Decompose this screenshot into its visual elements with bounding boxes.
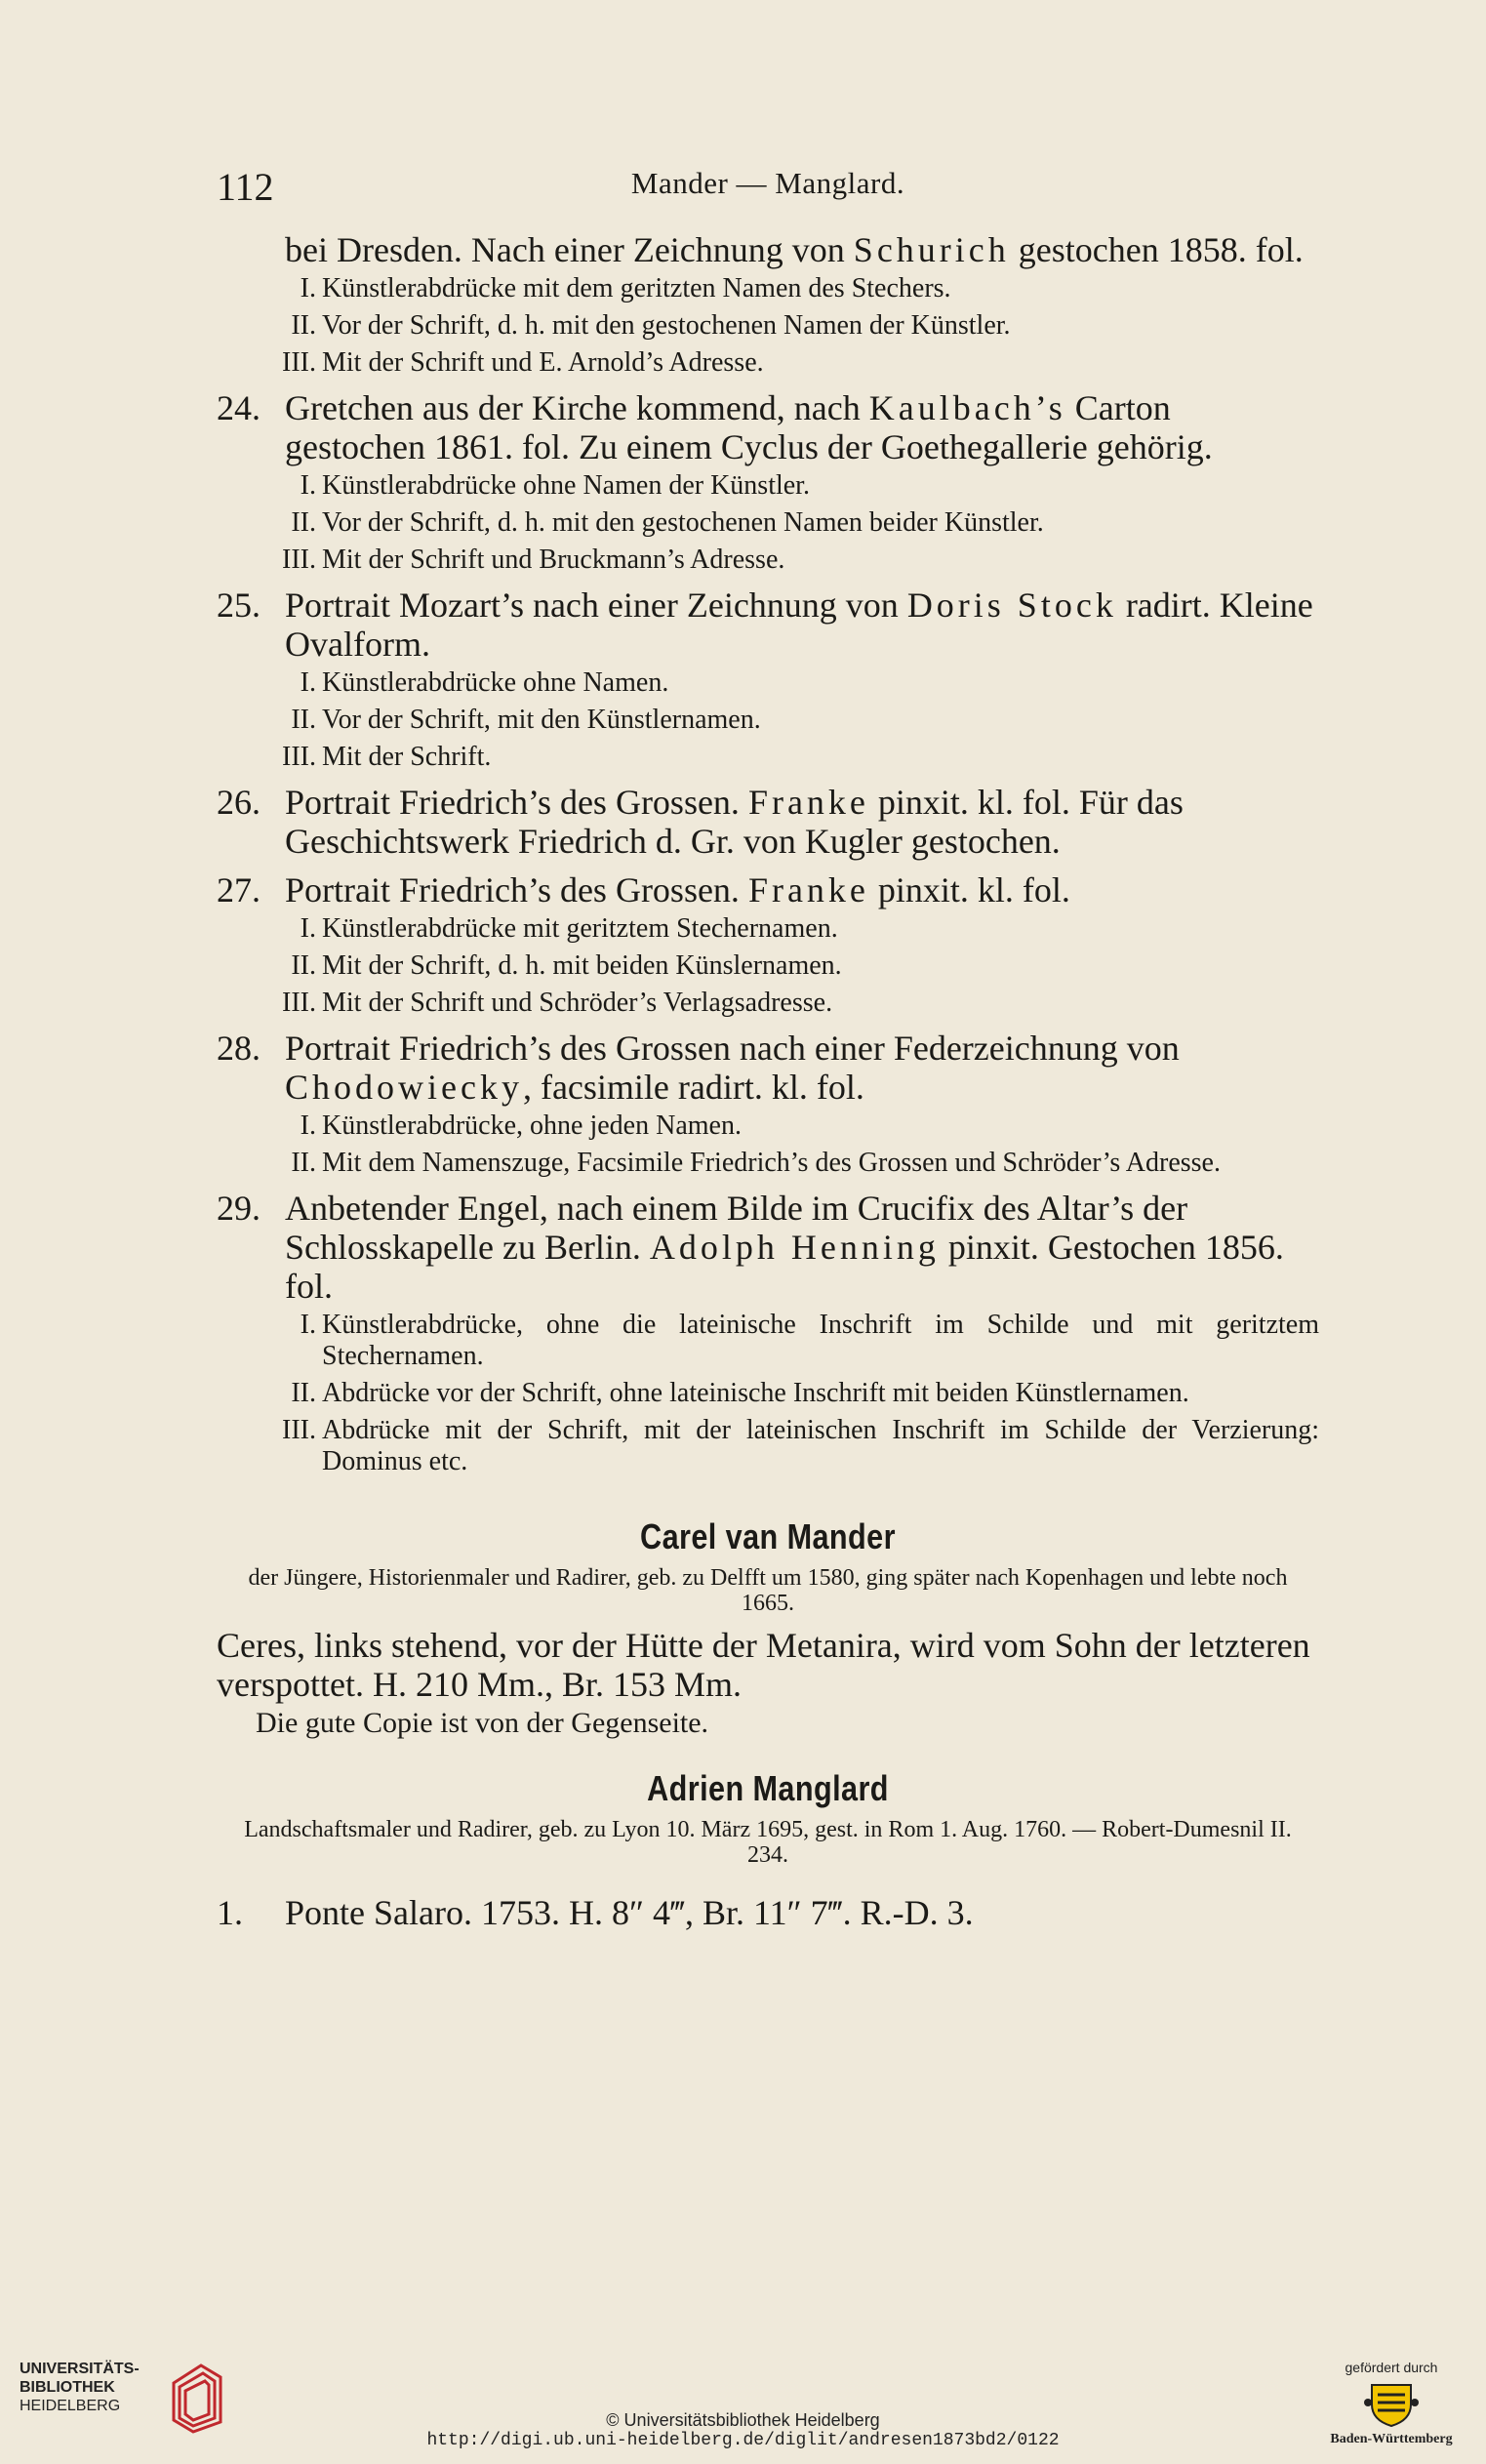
state-text: Mit der Schrift und E. Arnold’s Adresse. (322, 347, 764, 378)
state-item (217, 507, 1319, 539)
entry-text: pinxit. kl. fol. Für das Geschichtswerk Friedrich d. Gr. von Kugler gestochen. (285, 783, 1184, 861)
state-text: Vor der Schrift, mit den Künstlernamen. (322, 705, 761, 735)
state-item (217, 667, 1319, 699)
entry-text: Portrait Friedrich’s des Grossen nach einer Federzeichnung von (285, 1029, 1180, 1068)
entry-heading (217, 1029, 1319, 1107)
state-text: Künstlerabdrücke, ohne die lateinische Inschrift im Schilde und mit geritztem Stechernamen. (322, 1310, 1319, 1371)
state-numeral: II. (291, 1378, 316, 1408)
state-item (217, 950, 1319, 982)
entry-text: Portrait Mozart’s nach einer Zeichnung von (285, 586, 907, 625)
state-item (217, 1378, 1319, 1409)
state-text: Abdrücke mit der Schrift, mit der lateinischen Inschrift im Schilde der Verzierung: Dominus etc. (322, 1415, 1319, 1476)
entry-heading (217, 870, 1319, 909)
state-text: Mit der Schrift. (322, 742, 492, 772)
state-numeral: III. (282, 988, 316, 1018)
state-numeral: I. (300, 1310, 316, 1340)
states-list (217, 1310, 1319, 1477)
states-list (217, 913, 1319, 1019)
funded-by-label: gefördert durch (1345, 2360, 1438, 2375)
page-body (217, 230, 1319, 1932)
entry-number: 26. (217, 783, 261, 822)
entry-text: Portrait Friedrich’s des Grossen. (285, 870, 748, 909)
state-text: Vor der Schrift, d. h. mit den gestochenen Namen beider Künstler. (322, 507, 1044, 538)
entry-continuation (217, 230, 1319, 269)
mander-note: Die gute Copie ist von der Gegenseite. (256, 1707, 709, 1739)
states-list (217, 273, 1319, 379)
entry-heading (217, 1189, 1319, 1306)
state-item (217, 310, 1319, 342)
catalogue-entry (217, 1029, 1319, 1179)
funder-name: Baden-Württemberg (1330, 2432, 1453, 2446)
page-header (217, 164, 1319, 213)
permalink-url[interactable]: http://digi.ub.uni-heidelberg.de/diglit/andresen1873bd2/0122 (426, 2431, 1060, 2450)
state-text: Mit der Schrift, d. h. mit beiden Künslernamen. (322, 950, 842, 981)
copyright-text: © Universitätsbibliothek Heidelberg (606, 2410, 880, 2430)
state-text: Künstlerabdrücke ohne Namen der Künstler. (322, 470, 810, 501)
state-text: Künstlerabdrücke mit geritztem Stechernamen. (322, 913, 838, 944)
state-text: Künstlerabdrücke ohne Namen. (322, 667, 669, 698)
entry-text: radirt. Kleine Ovalform. (285, 586, 1313, 664)
artist-name: Franke (747, 870, 869, 909)
entry-text: pinxit. Gestochen 1856. fol. (285, 1228, 1284, 1306)
state-numeral: III. (282, 347, 316, 378)
state-item (217, 988, 1319, 1019)
work-text: Ceres, links stehend, vor der Hütte der Metanira, wird vom Sohn der letzteren verspottet. H. 210 Mm., Br. 153 Mm. (217, 1626, 1310, 1704)
catalogue-entry (217, 388, 1319, 576)
entry-number: 25. (217, 586, 261, 625)
funder-block (1318, 2360, 1465, 2447)
catalogue-entries (217, 388, 1319, 1477)
section-description-mander: der Jüngere, Historienmaler und Radirer, geb. zu Delfft um 1580, ging später nach Kopenhagen und lebte noch 1665. (248, 1565, 1288, 1616)
entry-text: Gretchen aus der Kirche kommend, nach (285, 388, 869, 427)
state-numeral: III. (282, 1415, 316, 1445)
section-title-mander: Carel van Mander (640, 1516, 896, 1556)
state-item (217, 913, 1319, 945)
logo-line: UNIVERSITÄTS- (20, 2361, 140, 2377)
manglard-work (217, 1893, 1319, 1932)
state-item (217, 470, 1319, 502)
entry-number: 24. (217, 388, 261, 427)
state-numeral: I. (300, 470, 316, 501)
state-text: Mit der Schrift und Schröder’s Verlagsadresse. (322, 988, 833, 1018)
work-text: Ponte Salaro. 1753. H. 8″ 4‴, Br. 11″ 7‴. R.-D. 3. (285, 1893, 974, 1932)
state-numeral: II. (291, 1148, 316, 1178)
catalogue-entry (217, 870, 1319, 1019)
state-text: Vor der Schrift, d. h. mit den gestochenen Namen der Künstler. (322, 310, 1011, 341)
state-text: Mit dem Namenszuge, Facsimile Friedrich’s des Grossen und Schröder’s Adresse. (322, 1148, 1221, 1178)
catalogue-entry (217, 586, 1319, 773)
state-numeral: I. (300, 273, 316, 303)
entry-heading (217, 586, 1319, 664)
entry-text: , facsimile radirt. kl. fol. (522, 1068, 864, 1107)
state-numeral: II. (291, 310, 316, 341)
states-list (217, 470, 1319, 576)
entry-heading (217, 388, 1319, 466)
state-numeral: I. (300, 667, 316, 698)
state-item (217, 1415, 1319, 1477)
running-title: Mander — Manglard. (630, 166, 905, 200)
entry-text: bei Dresden. Nach einer Zeichnung von (285, 230, 854, 269)
state-item (217, 347, 1319, 379)
footer-credits (0, 2410, 1486, 2451)
artist-name: Franke (747, 783, 869, 822)
entry-number: 29. (217, 1189, 261, 1228)
state-item (217, 1310, 1319, 1372)
entry-number: 28. (217, 1029, 261, 1068)
entry-number: 1. (217, 1893, 243, 1932)
catalogue-entry (217, 783, 1319, 861)
state-numeral: II. (291, 950, 316, 981)
logo-line: BIBLIOTHEK (20, 2379, 115, 2396)
state-numeral: III. (282, 545, 316, 575)
logo-line: HEIDELBERG (20, 2398, 121, 2414)
state-text: Abdrücke vor der Schrift, ohne lateinische Inschrift mit beiden Künstlernamen. (322, 1378, 1189, 1408)
entry-text: gestochen 1858. fol. (1009, 230, 1304, 269)
state-numeral: II. (291, 507, 316, 538)
state-item (217, 1111, 1319, 1142)
state-item (217, 273, 1319, 304)
artist-name: Schurich (853, 230, 1010, 269)
entry-text: Portrait Friedrich’s des Grossen. (285, 783, 748, 822)
entry-number: 27. (217, 870, 261, 909)
entry-text: Anbetender Engel, nach einem Bilde im Crucifix des Altar’s der Schlosskapelle zu Berlin. (285, 1189, 1188, 1267)
entry-text: pinxit. kl. fol. (868, 870, 1070, 909)
state-numeral: I. (300, 1111, 316, 1141)
coat-of-arms-icon (1364, 2379, 1419, 2428)
entry-text: Carton gestochen 1861. fol. Zu einem Cyclus der Goethegallerie gehörig. (285, 388, 1213, 466)
state-numeral: II. (291, 705, 316, 735)
section-description-manglard: Landschaftsmaler und Radirer, geb. zu Lyon 10. März 1695, gest. in Rom 1. Aug. 1760. — Robert-Dumesnil II. 234. (244, 1817, 1292, 1868)
state-text: Künstlerabdrücke mit dem geritzten Namen des Stechers. (322, 273, 951, 303)
catalogue-entry (217, 1189, 1319, 1477)
states-list (217, 667, 1319, 773)
page-number: 112 (217, 165, 274, 209)
entry-heading (217, 783, 1319, 861)
artist-name: Chodowiecky (285, 1068, 523, 1107)
artist-name: Doris Stock (906, 586, 1117, 625)
state-numeral: I. (300, 913, 316, 944)
state-text: Mit der Schrift und Bruckmann’s Adresse. (322, 545, 785, 575)
state-item (217, 545, 1319, 576)
artist-name: Kaulbach’s (868, 388, 1066, 427)
state-text: Künstlerabdrücke, ohne jeden Namen. (322, 1111, 742, 1141)
artist-name: Adolph Henning (649, 1228, 940, 1267)
state-item (217, 742, 1319, 773)
states-list (217, 1111, 1319, 1179)
mander-work (217, 1626, 1319, 1704)
state-item (217, 1148, 1319, 1179)
state-numeral: III. (282, 742, 316, 772)
section-title-manglard: Adrien Manglard (647, 1768, 889, 1808)
state-item (217, 705, 1319, 736)
